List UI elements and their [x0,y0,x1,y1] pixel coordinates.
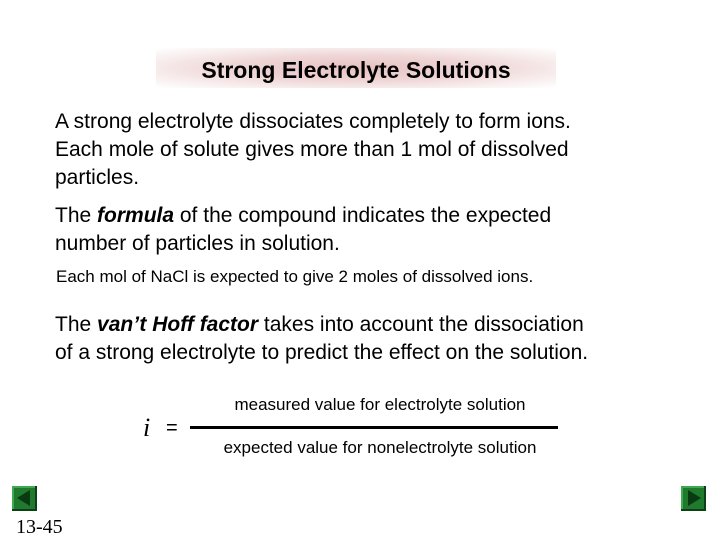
paragraph2-line2: number of particles in solution. [55,232,340,255]
triangle-left-icon [17,490,30,506]
equals-sign: = [166,417,178,439]
paragraph-vant-hoff [55,311,588,367]
fraction-denominator: expected value for nonelectrolyte solution [223,438,537,457]
paragraph1-line3: particles. [55,166,140,189]
fraction-numerator: measured value for electrolyte solution [234,395,526,414]
paragraph2-prefix: The [55,204,98,227]
paragraph-nacl-example: Each mol of NaCl is expected to give 2 moles of dissolved ions. [56,267,534,286]
triangle-right-icon [688,490,701,506]
previous-slide-button[interactable] [12,486,37,511]
fraction-bar [190,426,558,429]
paragraph1-line2: Each mole of solute gives more than 1 mol of dissolved [55,138,569,161]
paragraph4-suffix: takes into account the dissociation [258,313,584,336]
paragraph4-line2: of a strong electrolyte to predict the effect on the solution. [55,341,589,364]
paragraph-formula [55,202,551,258]
slide-title: Strong Electrolyte Solutions [201,57,511,83]
paragraph4-emphasis: van’t Hoff factor [97,313,259,336]
paragraph2-line1 [55,202,551,230]
paragraph2-emphasis: formula [97,204,175,227]
vant-hoff-symbol: i [143,413,151,442]
paragraph2-suffix: of the compound indicates the expected [174,204,552,227]
paragraph4-line1 [55,311,588,339]
paragraph4-prefix: The [55,313,98,336]
next-slide-button[interactable] [681,486,706,511]
page-number: 13-45 [16,516,63,538]
paragraph1-line1: A strong electrolyte dissociates completely to form ions. [55,110,571,133]
paragraph-strong-electrolyte [55,108,571,192]
